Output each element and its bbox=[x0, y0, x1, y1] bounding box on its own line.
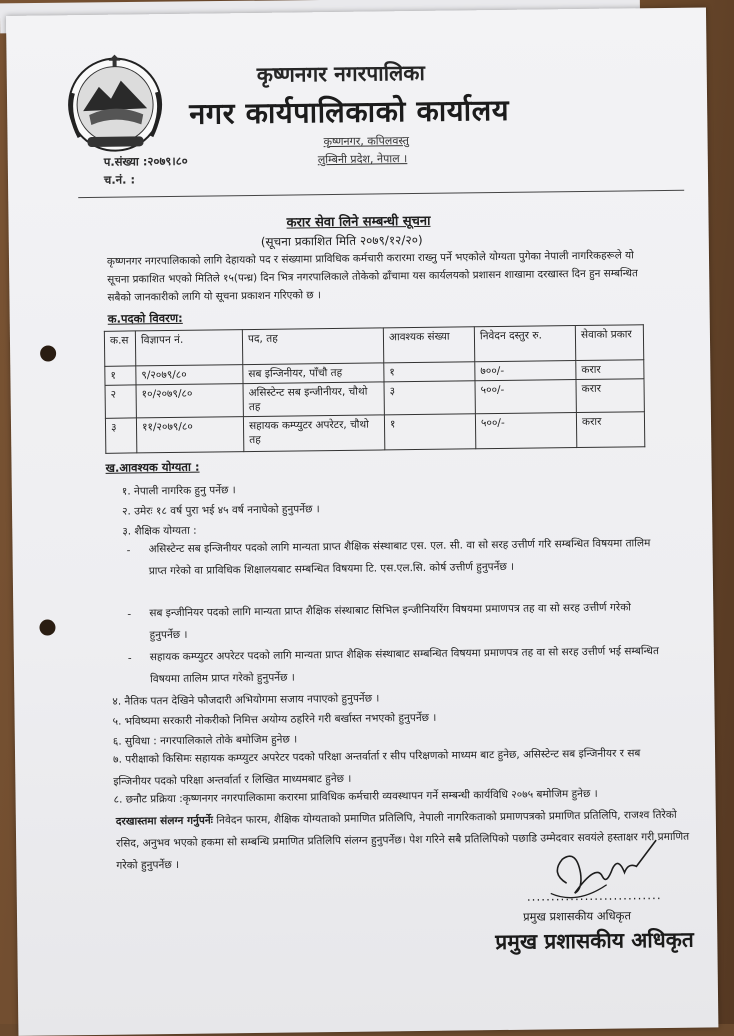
table-cell: १ bbox=[105, 366, 136, 385]
table-cell: ५००/- bbox=[475, 380, 576, 414]
dispatch-number: च.नं. : bbox=[103, 172, 136, 187]
office-name: नगर कार्यपालिकाको कार्यालय bbox=[189, 92, 510, 131]
list-subitem: सब इन्जीनियर पदको लागि मान्यता प्राप्त शैक्षिक संस्थाबाट सिभिल इन्जीनियरिंग विषयमा प्रमाणपत्र तह वा सो सरह उत्तीर्ण गरेको हुनुपर्नेछ । bbox=[149, 601, 632, 642]
table-cell: २ bbox=[105, 385, 136, 418]
notice-title: करार सेवा लिने सम्बन्धी सूचना bbox=[286, 213, 431, 231]
list-item: ३. शैक्षिक योग्यता : bbox=[122, 524, 197, 538]
table-cell: सब इन्जिनीयर, पाँचौ तह bbox=[243, 363, 384, 384]
letter-number: प.संख्या :२०७९।८० bbox=[103, 153, 188, 169]
requirements-heading: ख.आवश्यक योग्यता : bbox=[105, 459, 200, 475]
office-province: लुम्बिनी प्रदेश, नेपाल । bbox=[317, 152, 408, 167]
table-row bbox=[105, 412, 644, 454]
column-header: निवेदन दस्तुर रु. bbox=[474, 326, 575, 362]
table-cell: असिस्टेन्ट सब इन्जीनीयर, चौथो तह bbox=[243, 382, 384, 417]
attachments-text: निवेदन फारम, शैक्षिक योग्यताको प्रमाणित प्रतिलिपि, नेपाली नागरिकताको प्रमाणपत्रको प्रमाणित प्रतिलिपि, राजश्व तिरेको रसिद, अनुभव भएको हकमा सो सम्बन्धि प्रमाणित प्रतिलिपि संलग्न हुनुपर्नेछ। पेश गरिने सबै प्रतिलिपिको पछाडि उम्मेदवार सवयंले हस्ताक्षर गरी प्रमाणित गरेको हुनुपर्नेछ । bbox=[116, 808, 690, 872]
column-header: क.स bbox=[104, 331, 135, 366]
table-cell: करार bbox=[576, 379, 644, 413]
table-cell: १०/२०७९/८० bbox=[136, 384, 243, 418]
list-subitem: असिस्टेन्ट सब इन्जिनीयर पदको लागि मान्यता प्राप्त शैक्षिक संस्थाबाट एस. एल. सी. वा सो सरह उत्तीर्ण गरि सम्बन्धित विषयमा तालिम प्राप्त गरेको वा प्राविधिक शिक्षालयबाट सम्बन्धित विषयमा टि. एस.एल.सि. कोर्ष उत्तीर्ण हुनुपर्नेछ । bbox=[148, 537, 651, 578]
table-cell: ११/२०७९/८० bbox=[136, 417, 243, 453]
table-cell: करार bbox=[576, 360, 644, 380]
office-location: कृष्णनगर, कपिलवस्तु bbox=[323, 134, 410, 149]
list-subitem: सहायक कम्प्युटर अपरेटर पदको लागि मान्यता प्राप्त शैक्षिक संस्थाबाट सम्बन्धित विषयमा प्रमाणपत्र तह वा सो सरह उत्तीर्ण भई सम्बन्धित विषयमा तालिम प्राप्त गरेको हुनुपर्नेछ । bbox=[149, 645, 660, 686]
table-cell: ७००/- bbox=[475, 361, 576, 381]
column-header: सेवाको प्रकार bbox=[575, 325, 643, 361]
bullet-dash: - bbox=[127, 608, 132, 621]
table-cell: सहायक कम्प्युटर अपरेटर, चौथो तह bbox=[243, 415, 384, 452]
column-header: आवश्यक संख्या bbox=[383, 327, 474, 363]
list-item: ७. परीक्षाको किसिमः सहायक कम्प्युटर अपरेटर पदको परिक्षा अन्तर्वार्ता र सीप परिक्षणको माध्यम बाट हुनेछ, असिस्टेन्ट सब इन्जिनीयर र सब इन्जिनीयर पदको परिक्षा अन्तर्वार्ता र लिखित माध्यमबाट हुनेछ । bbox=[113, 747, 641, 788]
column-header: विज्ञापन नं. bbox=[135, 330, 242, 366]
list-item: ८. छनौट प्रक्रिया :कृष्णनगर नगरपालिकामा करारमा प्राविधिक कर्मचारी व्यवस्थापन गर्ने सम्बन्धी कार्यविधि २०७५ बमोजिम हुनेछ । bbox=[113, 787, 598, 806]
punch-hole bbox=[39, 619, 55, 635]
bullet-dash: - bbox=[127, 652, 132, 665]
table-cell: १ bbox=[384, 414, 475, 450]
attachments-label: दरखास्तमा संलग्न गर्नुपर्नेः bbox=[115, 814, 213, 828]
signature-dots: ............................ bbox=[526, 888, 662, 904]
list-item: ४. नैतिक पतन देखिने फौजदारी अभियोगमा सजाय नपाएको हुनुपर्नेछ । bbox=[112, 692, 380, 708]
notice-document bbox=[6, 7, 718, 1035]
list-item: ६. सुविधा : नगरपालिकाले तोके बमोजिम हुनेछ । bbox=[112, 733, 298, 748]
posts-heading: क.पदको विवरण: bbox=[107, 310, 183, 326]
requirements-list bbox=[110, 478, 670, 806]
table-cell: ९/२०७९/८० bbox=[136, 365, 243, 385]
header-divider bbox=[78, 190, 684, 198]
list-item: २. उमेरः १८ वर्ष पुरा भई ४५ वर्ष ननाघेको हुनुपर्नेछ । bbox=[121, 503, 320, 518]
table-cell: करार bbox=[576, 412, 644, 448]
list-item: १. नेपाली नागरिक हुनु पर्नेछ । bbox=[121, 484, 236, 498]
list-item: ५. भविष्यमा सरकारी नोकरीको निमित्त अयोग्य ठहरिने गरी बर्खास्त नभएको हुनुपर्नेछ । bbox=[112, 711, 437, 728]
posts-table bbox=[104, 324, 645, 454]
notice-subtitle: (सूचना प्रकाशित मिति २०७९/१२/२०) bbox=[260, 232, 423, 249]
table-cell: १ bbox=[384, 362, 475, 382]
signatory-designation: प्रमुख प्रशासकीय अधिकृत bbox=[522, 908, 632, 924]
punch-hole bbox=[40, 345, 56, 361]
designation-stamp: प्रमुख प्रशासकीय अधिकृत bbox=[495, 927, 694, 955]
notice-intro: कृष्णनगर नगरपालिकाको लागि देहायको पद र संख्यामा प्राविधिक कर्मचारी करारमा राख्नु पर्ने भएकोले योग्यता पुगेका नेपाली नागरिकहरूले यो सूचना प्रकाशित भएको मितिले १५(पन्ध्र) दिन भित्र नगरपालिकाले तोकेको ढाँचामा यस कार्यलयको प्रशासन शाखामा दरखास्त दिन हुन सम्बन्धित सबैको जानकारीको लागि यो सूचना प्रकाशन गरिएको छ । bbox=[106, 249, 638, 304]
nepal-government-emblem bbox=[58, 52, 171, 157]
table-cell: ३ bbox=[105, 418, 136, 453]
bullet-dash: - bbox=[126, 544, 131, 557]
table-cell: ३ bbox=[384, 381, 475, 415]
municipality-name: कृष्णनगर नगरपालिका bbox=[256, 60, 426, 87]
table-cell: ५००/- bbox=[475, 413, 576, 449]
column-header: पद, तह bbox=[242, 328, 383, 365]
